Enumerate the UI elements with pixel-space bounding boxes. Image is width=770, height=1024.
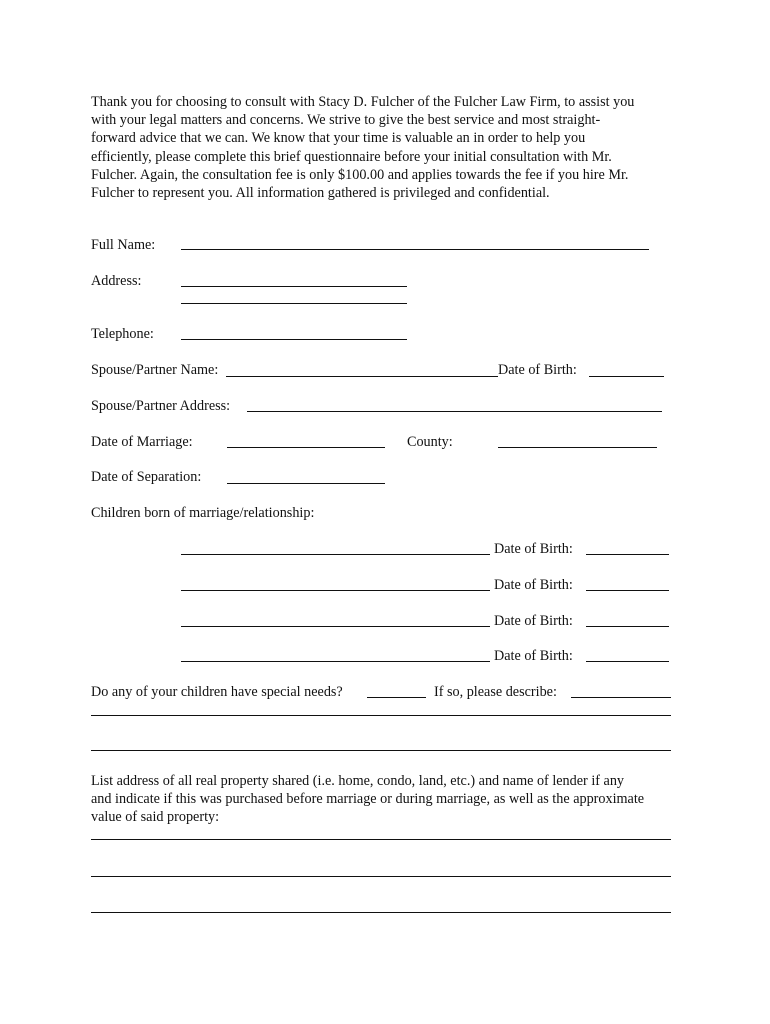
special-needs-label: Do any of your children have special needs? [91, 684, 343, 700]
intro-line: Fulcher to represent you. All information gathered is privileged and confidential. [91, 185, 550, 202]
property-answer-line[interactable] [91, 839, 671, 840]
child-dob-label: Date of Birth: [494, 613, 573, 629]
child-dob-field[interactable] [586, 590, 669, 591]
property-answer-line[interactable] [91, 876, 671, 877]
intro-line: with your legal matters and concerns. We strive to give the best service and most straight- [91, 112, 601, 129]
address-field-line-1[interactable] [181, 286, 407, 287]
property-instructions [91, 772, 644, 827]
intro-line: Fulcher. Again, the consultation fee is only $100.00 and applies towards the fee if you hire Mr. [91, 166, 629, 183]
children-label: Children born of marriage/relationship: [91, 505, 315, 521]
address-field-line-2[interactable] [181, 303, 407, 304]
spouse-address-label: Spouse/Partner Address: [91, 398, 231, 414]
spouse-name-label: Spouse/Partner Name: [91, 362, 219, 378]
child-name-field[interactable] [181, 590, 490, 591]
date-of-separation-field[interactable] [227, 483, 385, 484]
special-needs-describe-label: If so, please describe: [434, 684, 557, 700]
child-dob-field[interactable] [586, 626, 669, 627]
date-of-marriage-field[interactable] [227, 447, 385, 448]
intro-line: Thank you for choosing to consult with Stacy D. Fulcher of the Fulcher Law Firm, to assist you [91, 94, 635, 110]
child-name-field[interactable] [181, 626, 490, 627]
special-needs-field[interactable] [367, 697, 426, 698]
intro-line: efficiently, please complete this brief questionnaire before your initial consultation with Mr. [91, 148, 612, 165]
date-of-separation-label: Date of Separation: [91, 469, 202, 485]
child-dob-label: Date of Birth: [494, 541, 573, 557]
child-dob-field[interactable] [586, 554, 669, 555]
child-name-field[interactable] [181, 554, 490, 555]
special-needs-describe-line[interactable] [91, 750, 671, 751]
date-of-marriage-label: Date of Marriage: [91, 434, 193, 450]
spouse-address-field[interactable] [247, 411, 662, 412]
county-label: County: [407, 434, 453, 450]
special-needs-describe-field[interactable] [571, 697, 671, 698]
full-name-label: Full Name: [91, 237, 156, 253]
address-label: Address: [91, 273, 142, 289]
child-dob-field[interactable] [586, 661, 669, 662]
intro-line: forward advice that we can. We know that your time is valuable an in order to help you [91, 130, 586, 147]
property-answer-line[interactable] [91, 912, 671, 913]
telephone-field[interactable] [181, 339, 407, 340]
child-dob-label: Date of Birth: [494, 577, 573, 593]
property-line: List address of all real property shared (i.e. home, condo, land, etc.) and name of lender if any [91, 773, 625, 789]
child-dob-label: Date of Birth: [494, 648, 573, 664]
property-line: value of said property: [91, 809, 220, 826]
special-needs-describe-line[interactable] [91, 715, 671, 716]
intro-paragraph [91, 93, 691, 202]
full-name-field[interactable] [181, 249, 649, 250]
telephone-label: Telephone: [91, 326, 154, 342]
spouse-name-field[interactable] [226, 376, 498, 377]
spouse-dob-field[interactable] [589, 376, 664, 377]
spouse-dob-label: Date of Birth: [498, 362, 577, 378]
property-line: and indicate if this was purchased before marriage or during marriage, as well as the approximate [91, 791, 645, 808]
child-name-field[interactable] [181, 661, 490, 662]
county-field[interactable] [498, 447, 657, 448]
